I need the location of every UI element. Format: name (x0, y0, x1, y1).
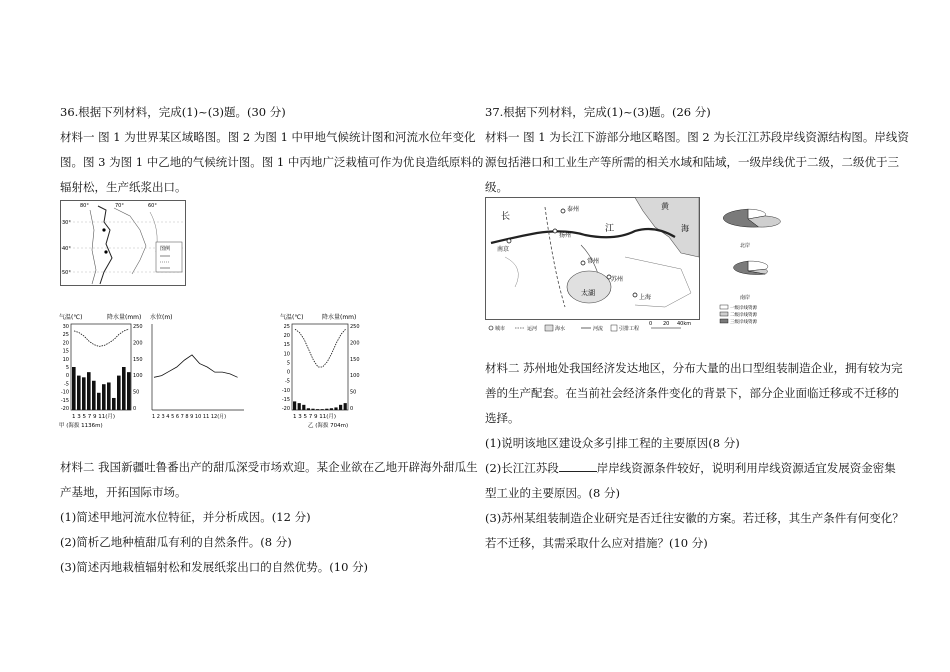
jia-rain-bar (107, 382, 111, 410)
legend-drainage: 引排工程 (619, 326, 640, 332)
axis-tick-label: 10 (62, 356, 69, 363)
axis-tick-label: 0 (65, 373, 69, 380)
axis-tick-label: 15 (62, 348, 69, 355)
yi-rain-bar (344, 403, 347, 410)
axis-tick-label: -20 (281, 406, 290, 412)
axis-tick-label: 100 (133, 373, 143, 380)
yangtze-map-legend (489, 321, 691, 332)
axis-tick-label: 25 (62, 332, 69, 339)
pie-legend-level2: 二级岸线资源 (730, 313, 757, 318)
q36-region-map (60, 200, 186, 286)
map-lake-label: 太湖 (581, 289, 595, 297)
q37-question-1: (1)说明该地区建设众多引排工程的主要原因(8 分) (485, 436, 740, 450)
legend-scale-0: 0 (649, 321, 653, 327)
yi-rain-bar (298, 403, 301, 410)
axis-tick-label: 200 (133, 340, 143, 347)
answer-blank[interactable] (559, 461, 597, 472)
q37-material2-line: 善的生产配套。在当前社会经济条件变化的背景下，部分企业面临迁移或不迁移的 (485, 386, 899, 400)
q36-material1-line: 图。图 3 为图 1 中乙地的气候统计图。图 1 中丙地广泛栽植可作为优良造纸原料的 (60, 155, 484, 169)
map-label-sea: 海 (681, 224, 689, 233)
legend-scale-40: 40km (677, 321, 692, 327)
yi-rain-bar (311, 409, 314, 410)
q37-title: 37.根据下列材料，完成(1)~(3)题。(26 分) (485, 105, 711, 119)
axis-tick-label: 20 (62, 340, 69, 347)
axis-tick-label: 50 (133, 389, 140, 396)
map-city-label: 扬州 (559, 232, 572, 239)
jia-rain-bar (122, 367, 126, 410)
axis-tick-label: 5 (65, 365, 69, 371)
legend-river: 河流 (593, 326, 604, 332)
level-axis-label: 水位(m) (150, 314, 173, 321)
map-lon-label: 60° (148, 203, 157, 209)
jia-rain-bar (82, 377, 86, 410)
jia-rain-axis-label: 降水量(mm) (107, 314, 142, 321)
q37-material2-line: 选择。 (485, 411, 520, 425)
axis-tick-label: 250 (133, 324, 143, 330)
axis-tick-label: -5 (285, 378, 290, 385)
axis-tick-label: -15 (60, 397, 69, 404)
map-label-huang: 黄 (661, 202, 669, 211)
map-lon-label: 70° (115, 203, 124, 209)
yi-rain-axis-label: 降水量(mm) (322, 314, 357, 321)
q37-material1-line: 级。 (485, 180, 508, 194)
map-label-chang: 长 (501, 212, 511, 222)
jia-rain-bar (112, 398, 116, 410)
question-36-part2 (60, 455, 478, 580)
jia-rain-bar (77, 376, 81, 410)
q37-question-3-cont: 若不迁移，其需采取什么应对措施？(10 分) (485, 536, 708, 550)
axis-tick-label: 30 (62, 324, 69, 330)
pie-south-label: 南岸 (740, 295, 751, 301)
q37-question-2 (485, 456, 895, 481)
yi-temp-axis-label: 气温(℃) (280, 314, 304, 321)
q36-question-1: (1)简述甲地河流水位特征，并分析成因。(12 分) (60, 510, 311, 524)
yi-rain-bar (302, 405, 305, 410)
axis-tick-label: -20 (60, 406, 69, 412)
map-city-label: 南京 (497, 246, 510, 253)
yi-climate-chart (278, 312, 360, 430)
jia-caption: 甲 (海拔 1136m) (59, 423, 103, 429)
axis-tick-label: -15 (281, 396, 290, 403)
map-lon-label: 80° (80, 203, 89, 209)
legend-sea: 海水 (555, 326, 566, 332)
axis-tick-label: 250 (350, 324, 360, 330)
axis-tick-label: 20 (283, 333, 290, 340)
level-x-axis-label: 1 2 3 4 5 6 7 8 9 10 11 12(月) (152, 414, 227, 420)
q37-q2-prefix: (2)长江江苏段 (485, 461, 559, 475)
legend-canal: 运河 (527, 326, 538, 332)
question-37-part2 (485, 356, 904, 556)
q37-material2-line: 材料二 苏州地处我国经济发达地区，分布大量的出口型组装制造企业，拥有较为完 (485, 361, 903, 375)
jia-rain-bar (92, 381, 96, 410)
q36-question-2: (2)简析乙地种植甜瓜有利的自然条件。(8 分) (60, 535, 292, 549)
pie-legend-level1: 一级岸线资源 (730, 306, 757, 311)
q36-title: 36.根据下列材料，完成(1)~(3)题。(30 分) (60, 105, 286, 119)
yi-rain-bar (321, 409, 324, 410)
axis-tick-label: 200 (350, 340, 360, 347)
q36-material1-line: 材料一 图 1 为世界某区域略图。图 2 为图 1 中甲地气候统计图和河流水位年变化 (60, 130, 476, 144)
q36-material1-line: 辐射松，生产纸浆出口。 (60, 180, 187, 194)
q36-material2-line: 产基地，开拓国际市场。 (60, 485, 187, 499)
map-city-label: 泰州 (567, 206, 580, 213)
jia-x-axis-label: 1 3 5 7 9 11(月) (72, 414, 116, 420)
q37-material1-line: 源包括港口和工业生产等所需的相关水域和陆域，一级岸线优于二级，二级优于三 (485, 155, 899, 169)
yi-rain-bar (330, 408, 333, 410)
legend-scale-20: 20 (663, 321, 670, 327)
pie-north-label: 北岸 (740, 243, 751, 249)
axis-tick-label: 0 (350, 406, 354, 412)
axis-tick-label: 0 (133, 406, 137, 412)
axis-tick-label: 50 (350, 389, 357, 396)
map-city-label: 常州 (587, 258, 600, 265)
jia-temp-axis-label: 气温(℃) (59, 314, 83, 321)
yi-rain-bar (325, 409, 328, 410)
yi-x-axis-label: 1 3 5 7 9 11(月) (293, 414, 337, 420)
axis-tick-label: 150 (133, 356, 143, 363)
axis-tick-label: -10 (281, 387, 290, 394)
yi-rain-bar (293, 401, 296, 410)
q36-material2-line: 材料二 我国新疆吐鲁番出产的甜瓜深受市场欢迎。某企业欲在乙地开辟海外甜瓜生 (60, 460, 478, 474)
axis-tick-label: 0 (286, 369, 290, 376)
q37-question-3: (3)苏州某组装制造企业研究是否迁往安徽的方案。若迁移，其生产条件有何变化？ (485, 511, 904, 525)
map-legend-title: 图例 (160, 246, 171, 252)
axis-tick-label: 150 (350, 356, 360, 363)
jia-rain-bar (127, 372, 131, 410)
q37-material1-line: 材料一 图 1 为长江下游部分地区略图。图 2 为长江江苏段岸线资源结构图。岸线资 (485, 130, 909, 144)
map-lat-label: 30° (62, 220, 71, 226)
question-37 (485, 100, 909, 200)
map-city-label: 苏州 (611, 276, 624, 283)
axis-tick-label: 10 (283, 351, 290, 358)
yi-caption: 乙 (海拔 704m) (308, 423, 349, 429)
axis-tick-label: 100 (350, 373, 360, 380)
axis-tick-label: 5 (286, 360, 290, 367)
jia-rain-bar (72, 367, 76, 410)
jia-rain-bar (97, 393, 101, 410)
map-lat-label: 40° (62, 246, 71, 252)
shoreline-pie-charts (710, 197, 785, 329)
yi-rain-bar (334, 407, 337, 410)
river-level-chart (148, 312, 248, 420)
q37-question-2-cont: 型工业的主要原因。(8 分) (485, 486, 620, 500)
jia-climate-chart (57, 312, 147, 430)
pie-legend-level3: 三级岸线资源 (730, 320, 757, 325)
question-36 (60, 100, 484, 200)
yangtze-map (485, 197, 710, 337)
pie-legend (720, 304, 757, 325)
legend-city: 城市 (495, 326, 506, 332)
axis-tick-label: -5 (64, 381, 69, 388)
q37-q2-suffix: 岸岸线资源条件较好，说明利用岸线资源适宜发展资金密集 (596, 461, 896, 475)
map-city-label: 上海 (639, 294, 652, 301)
q36-question-3: (3)简述丙地栽植辐射松和发展纸浆出口的自然优势。(10 分) (60, 560, 369, 574)
axis-tick-label: 15 (283, 342, 290, 349)
axis-tick-label: 25 (283, 324, 290, 330)
jia-rain-bar (117, 376, 121, 410)
yi-rain-bar (339, 405, 342, 410)
axis-tick-label: -10 (60, 389, 69, 396)
jia-rain-bar (102, 384, 106, 410)
yi-rain-bar (316, 409, 319, 410)
jia-rain-bar (87, 372, 91, 410)
map-label-jiang: 江 (605, 224, 615, 234)
yi-rain-bar (307, 408, 310, 410)
map-lat-label: 50° (62, 270, 71, 276)
